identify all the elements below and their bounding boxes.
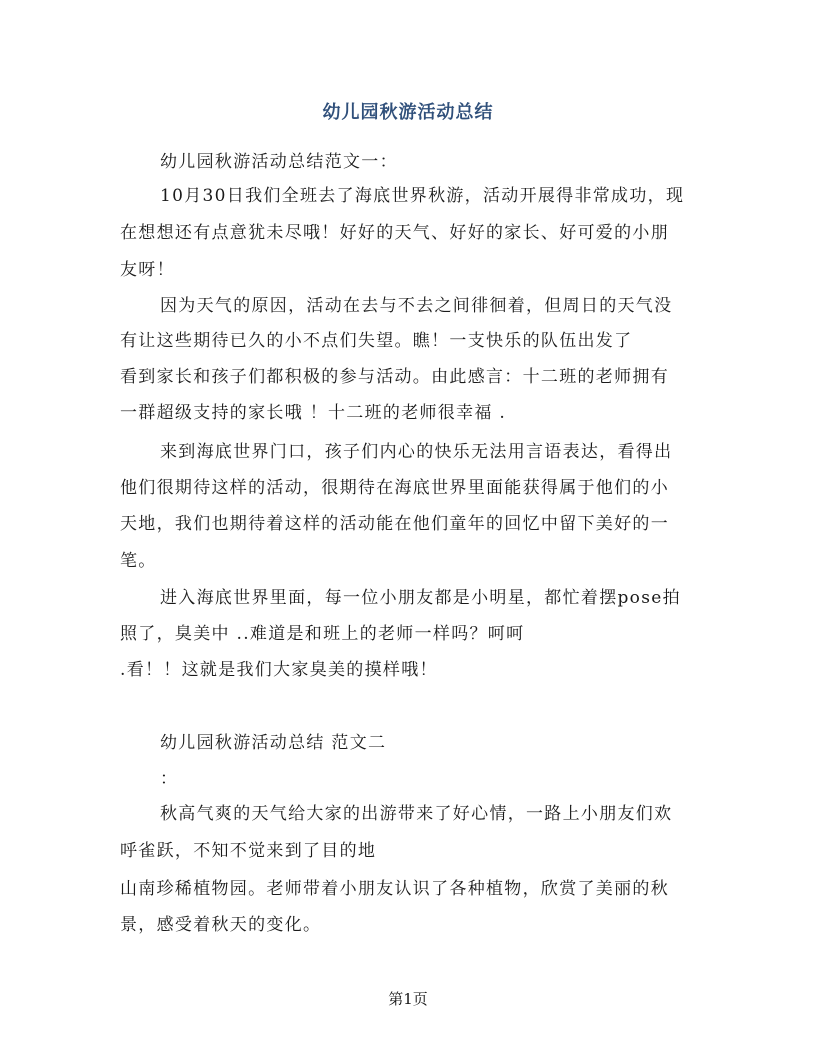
paragraph-line: 幼儿园秋游活动总结范文一：	[160, 152, 398, 172]
paragraph-line: 友呀！	[120, 260, 175, 280]
paragraph-line: 笔。	[120, 551, 157, 571]
paragraph-line: 在想想还有点意犹未尽哦！好好的天气、好好的家长、好可爱的小朋	[120, 223, 669, 243]
paragraph-line: 天地，我们也期待着这样的活动能在他们童年的回忆中留下美好的一	[120, 514, 669, 534]
paragraph-line: 看到家长和孩子们都积极的参与活动。由此感言：十二班的老师拥有	[120, 367, 669, 387]
paragraph-line: .看！！这就是我们大家臭美的摸样哦！	[120, 660, 438, 680]
paragraph-line: 照了，臭美中 ..难道是和班上的老师一样吗？呵呵	[120, 624, 525, 644]
paragraph-line: 有让这些期待已久的小不点们失望。瞧！一支快乐的队伍出发了	[120, 331, 633, 351]
paragraph-line: 10月30日我们全班去了海底世界秋游，活动开展得非常成功，现	[160, 186, 685, 206]
section-heading: 幼儿园秋游活动总结 范文二	[160, 733, 387, 753]
page-title: 幼儿园秋游活动总结	[322, 102, 494, 123]
paragraph-line: 景，感受着秋天的变化。	[120, 915, 322, 935]
paragraph-line: 因为天气的原因，活动在去与不去之间徘徊着，但周日的天气没	[160, 296, 673, 316]
paragraph-line: 呼雀跃，不知不觉来到了目的地	[120, 841, 377, 861]
paragraph-line: 山南珍稀植物园。老师带着小朋友认识了各种植物，欣赏了美丽的秋	[120, 879, 669, 899]
paragraph-line: 他们很期待这样的活动，很期待在海底世界里面能获得属于他们的小	[120, 478, 669, 498]
paragraph-line: 来到海底世界门口，孩子们内心的快乐无法用言语表达，看得出	[160, 442, 673, 462]
paragraph-line: ：	[160, 769, 179, 789]
page-number: 第1页	[388, 990, 428, 1008]
paragraph-line: 一群超级支持的家长哦 ！十二班的老师很幸福 .	[120, 403, 507, 423]
paragraph-line: 进入海底世界里面，每一位小朋友都是小明星，都忙着摆pose拍	[160, 588, 681, 608]
paragraph-line: 秋高气爽的天气给大家的出游带来了好心情，一路上小朋友们欢	[160, 804, 673, 824]
